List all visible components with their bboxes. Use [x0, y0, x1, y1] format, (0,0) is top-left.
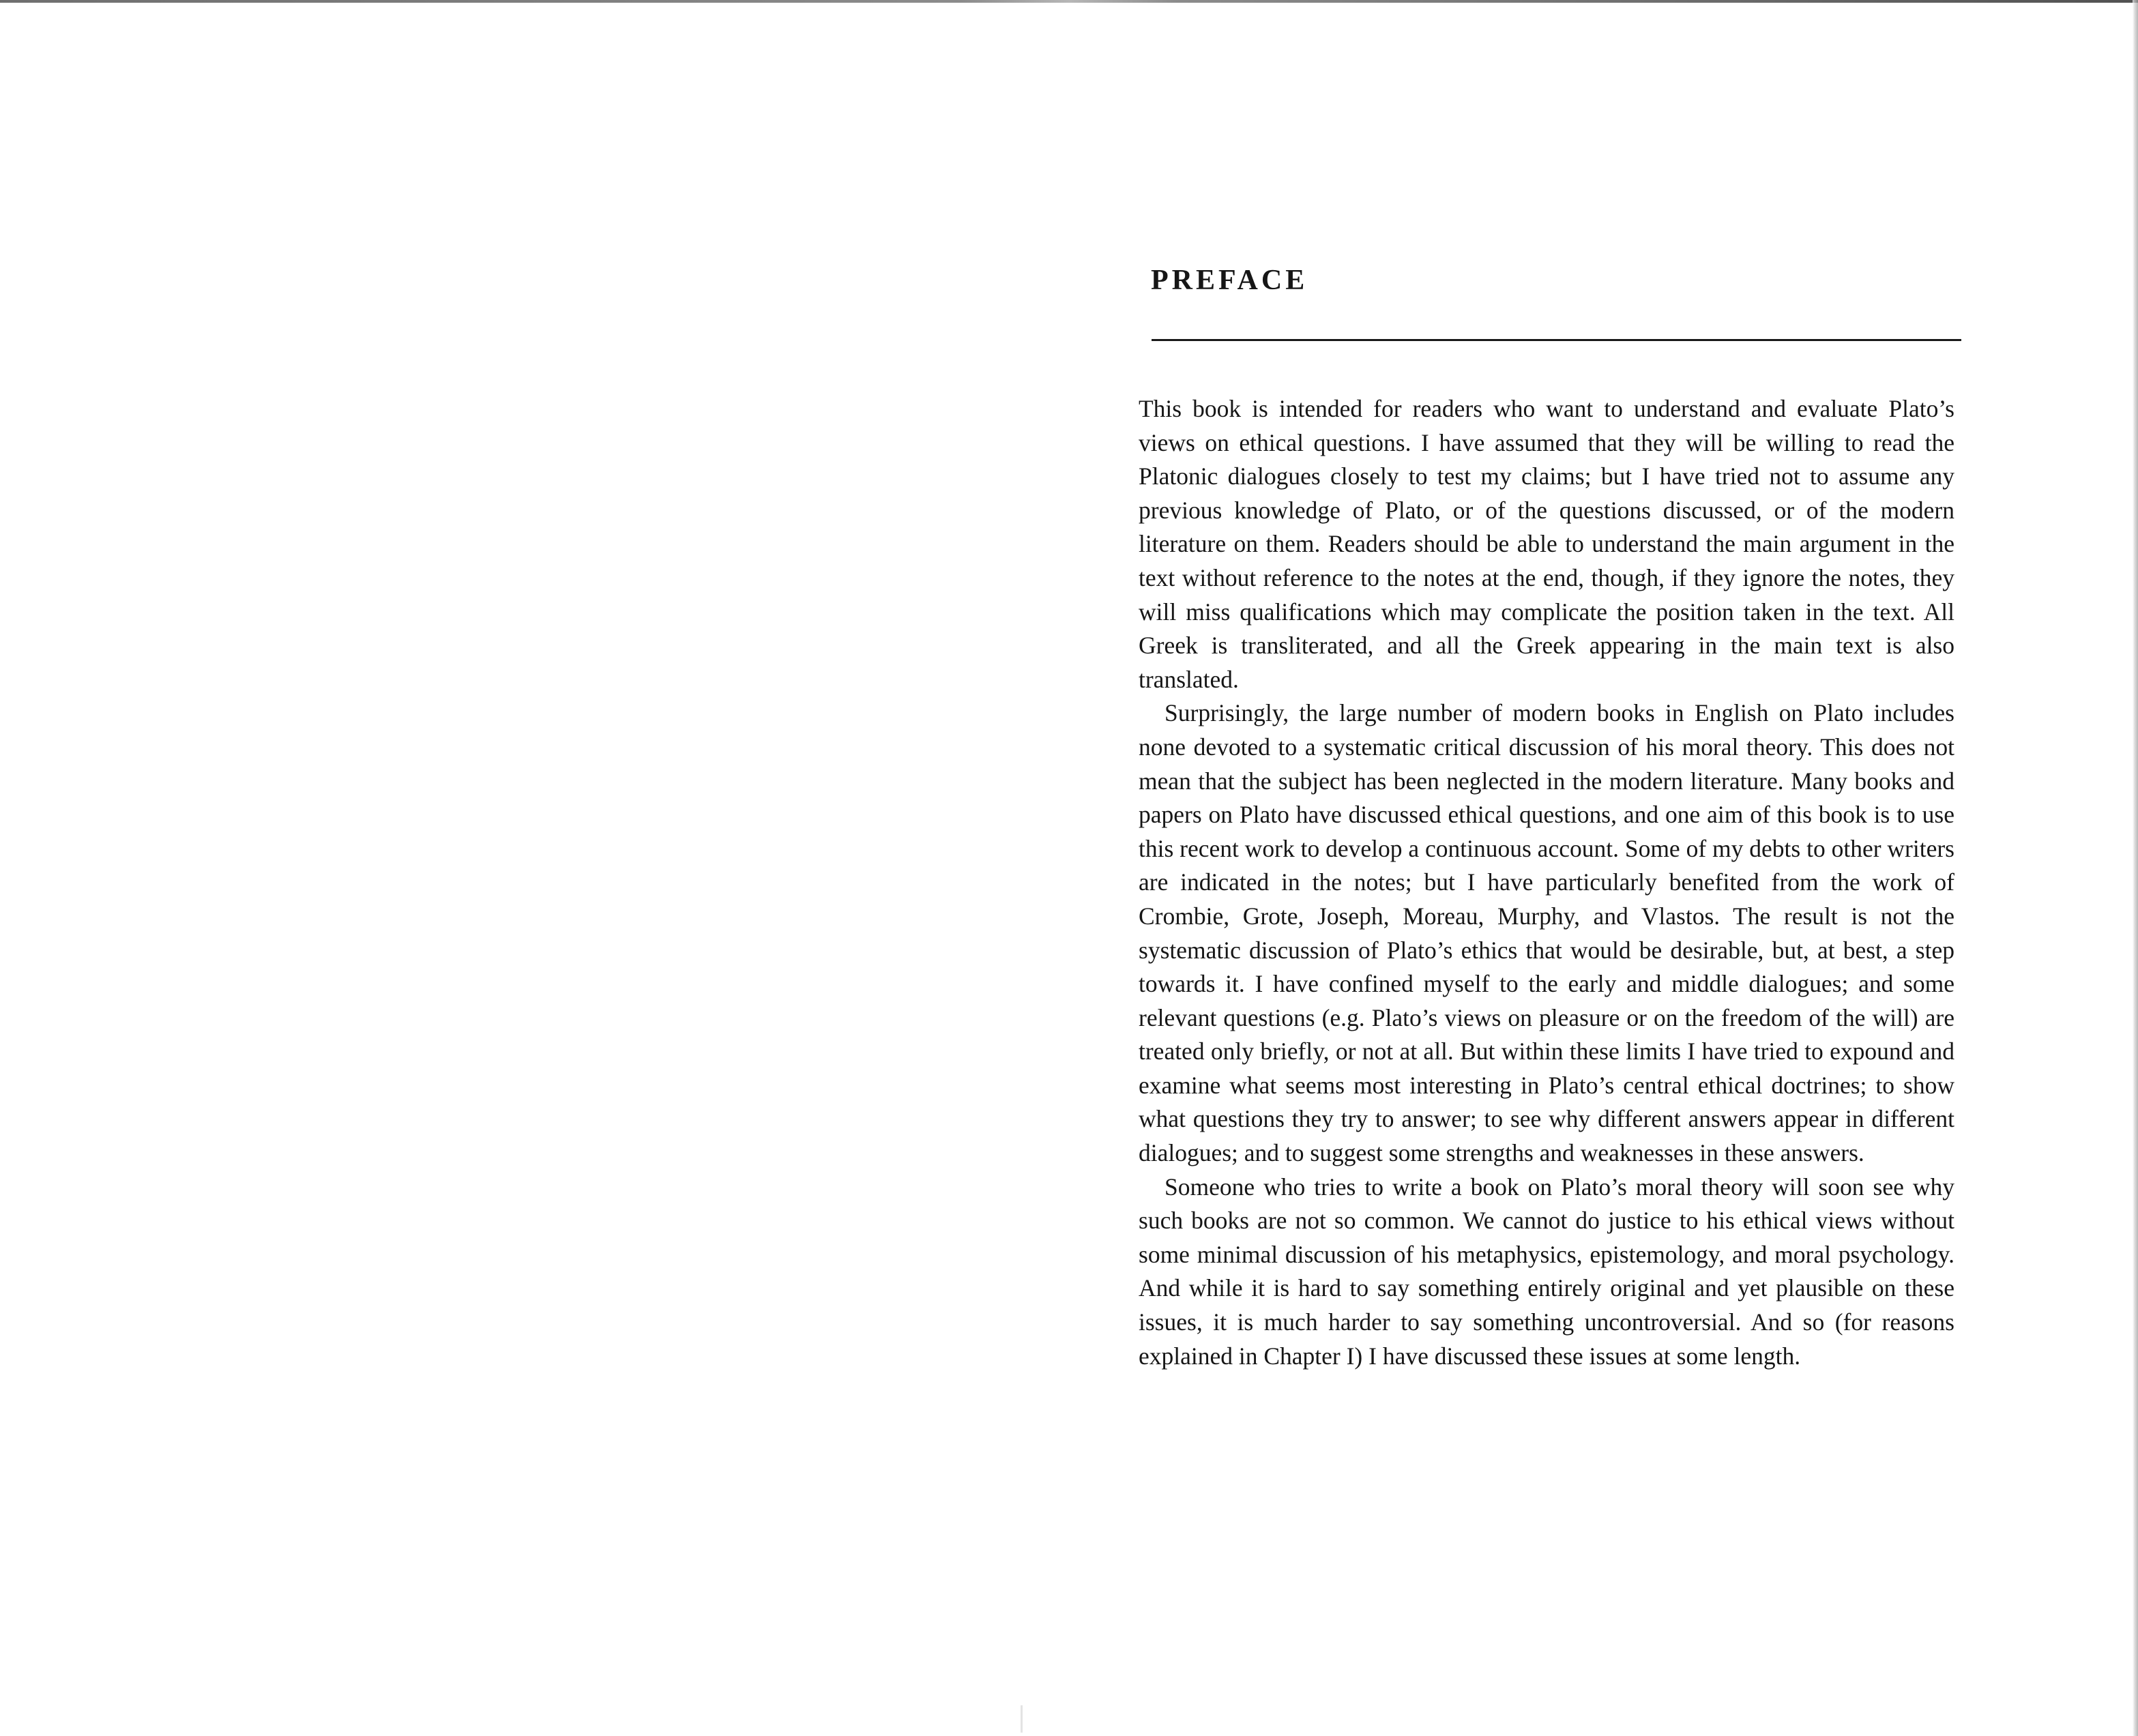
scan-right-edge	[2133, 0, 2138, 1736]
heading-divider	[1152, 339, 1961, 341]
page-title: PREFACE	[1151, 265, 1308, 296]
gutter-mark	[1021, 1705, 1023, 1733]
paragraph-1: This book is intended for readers who want to understand and evaluate Plato’s views on ethical questions. I have assumed that they will be willing to read the Platonic dialogues closely to test my claims; but I have tried not to assume any previous knowledge of Plato, or of the questions discussed, or of the modern literature on them. Readers should be able to understand the main argument in the text without reference to the notes at the end, though, if they ignore the notes, they will miss qualifications which may complicate the position taken in the text. All Greek is transliterated, and all the Greek appearing in the main text is also translated.	[1139, 395, 1954, 693]
right-page	[1069, 0, 2138, 1736]
body-text	[1139, 392, 1954, 1373]
paragraph-2: Surprisingly, the large number of modern books in English on Plato includes none devoted to a systematic critical discussion of his moral theory. This does not mean that the subject has been neglected in the modern literature. Many books and papers on Plato have discussed ethical questions, and one aim of this book is to use this recent work to develop a continuous account. Some of my debts to other writers are indicated in the notes; but I have particularly benefited from the work of Crombie, Grote, Joseph, Moreau, Murphy, and Vlastos. The result is not the systematic discussion of Plato’s ethics that would be desirable, but, at best, a step towards it. I have confined myself to the early and middle dialogues; and some relevant questions (e.g. Plato’s views on pleasure or on the freedom of the will) are treated only briefly, or not at all. But within these limits I have tried to expound and examine what seems most interesting in Plato’s central ethical doctrines; to show what questions they try to answer; to see why different answers appear in different dialogues; and to suggest some strengths and weaknesses in these answers.	[1139, 699, 1954, 1167]
paragraph-3: Someone who tries to write a book on Plato’s moral theory will soon see why such books are not so common. We cannot do justice to his ethical views without some minimal discussion of his metaphysics, epistemology, and moral psychology. And while it is hard to say something entirely original and yet plausible on these issues, it is much harder to say something uncontroversial. And so (for reasons explained in Chapter I) I have discussed these issues at some length.	[1139, 1173, 1954, 1370]
